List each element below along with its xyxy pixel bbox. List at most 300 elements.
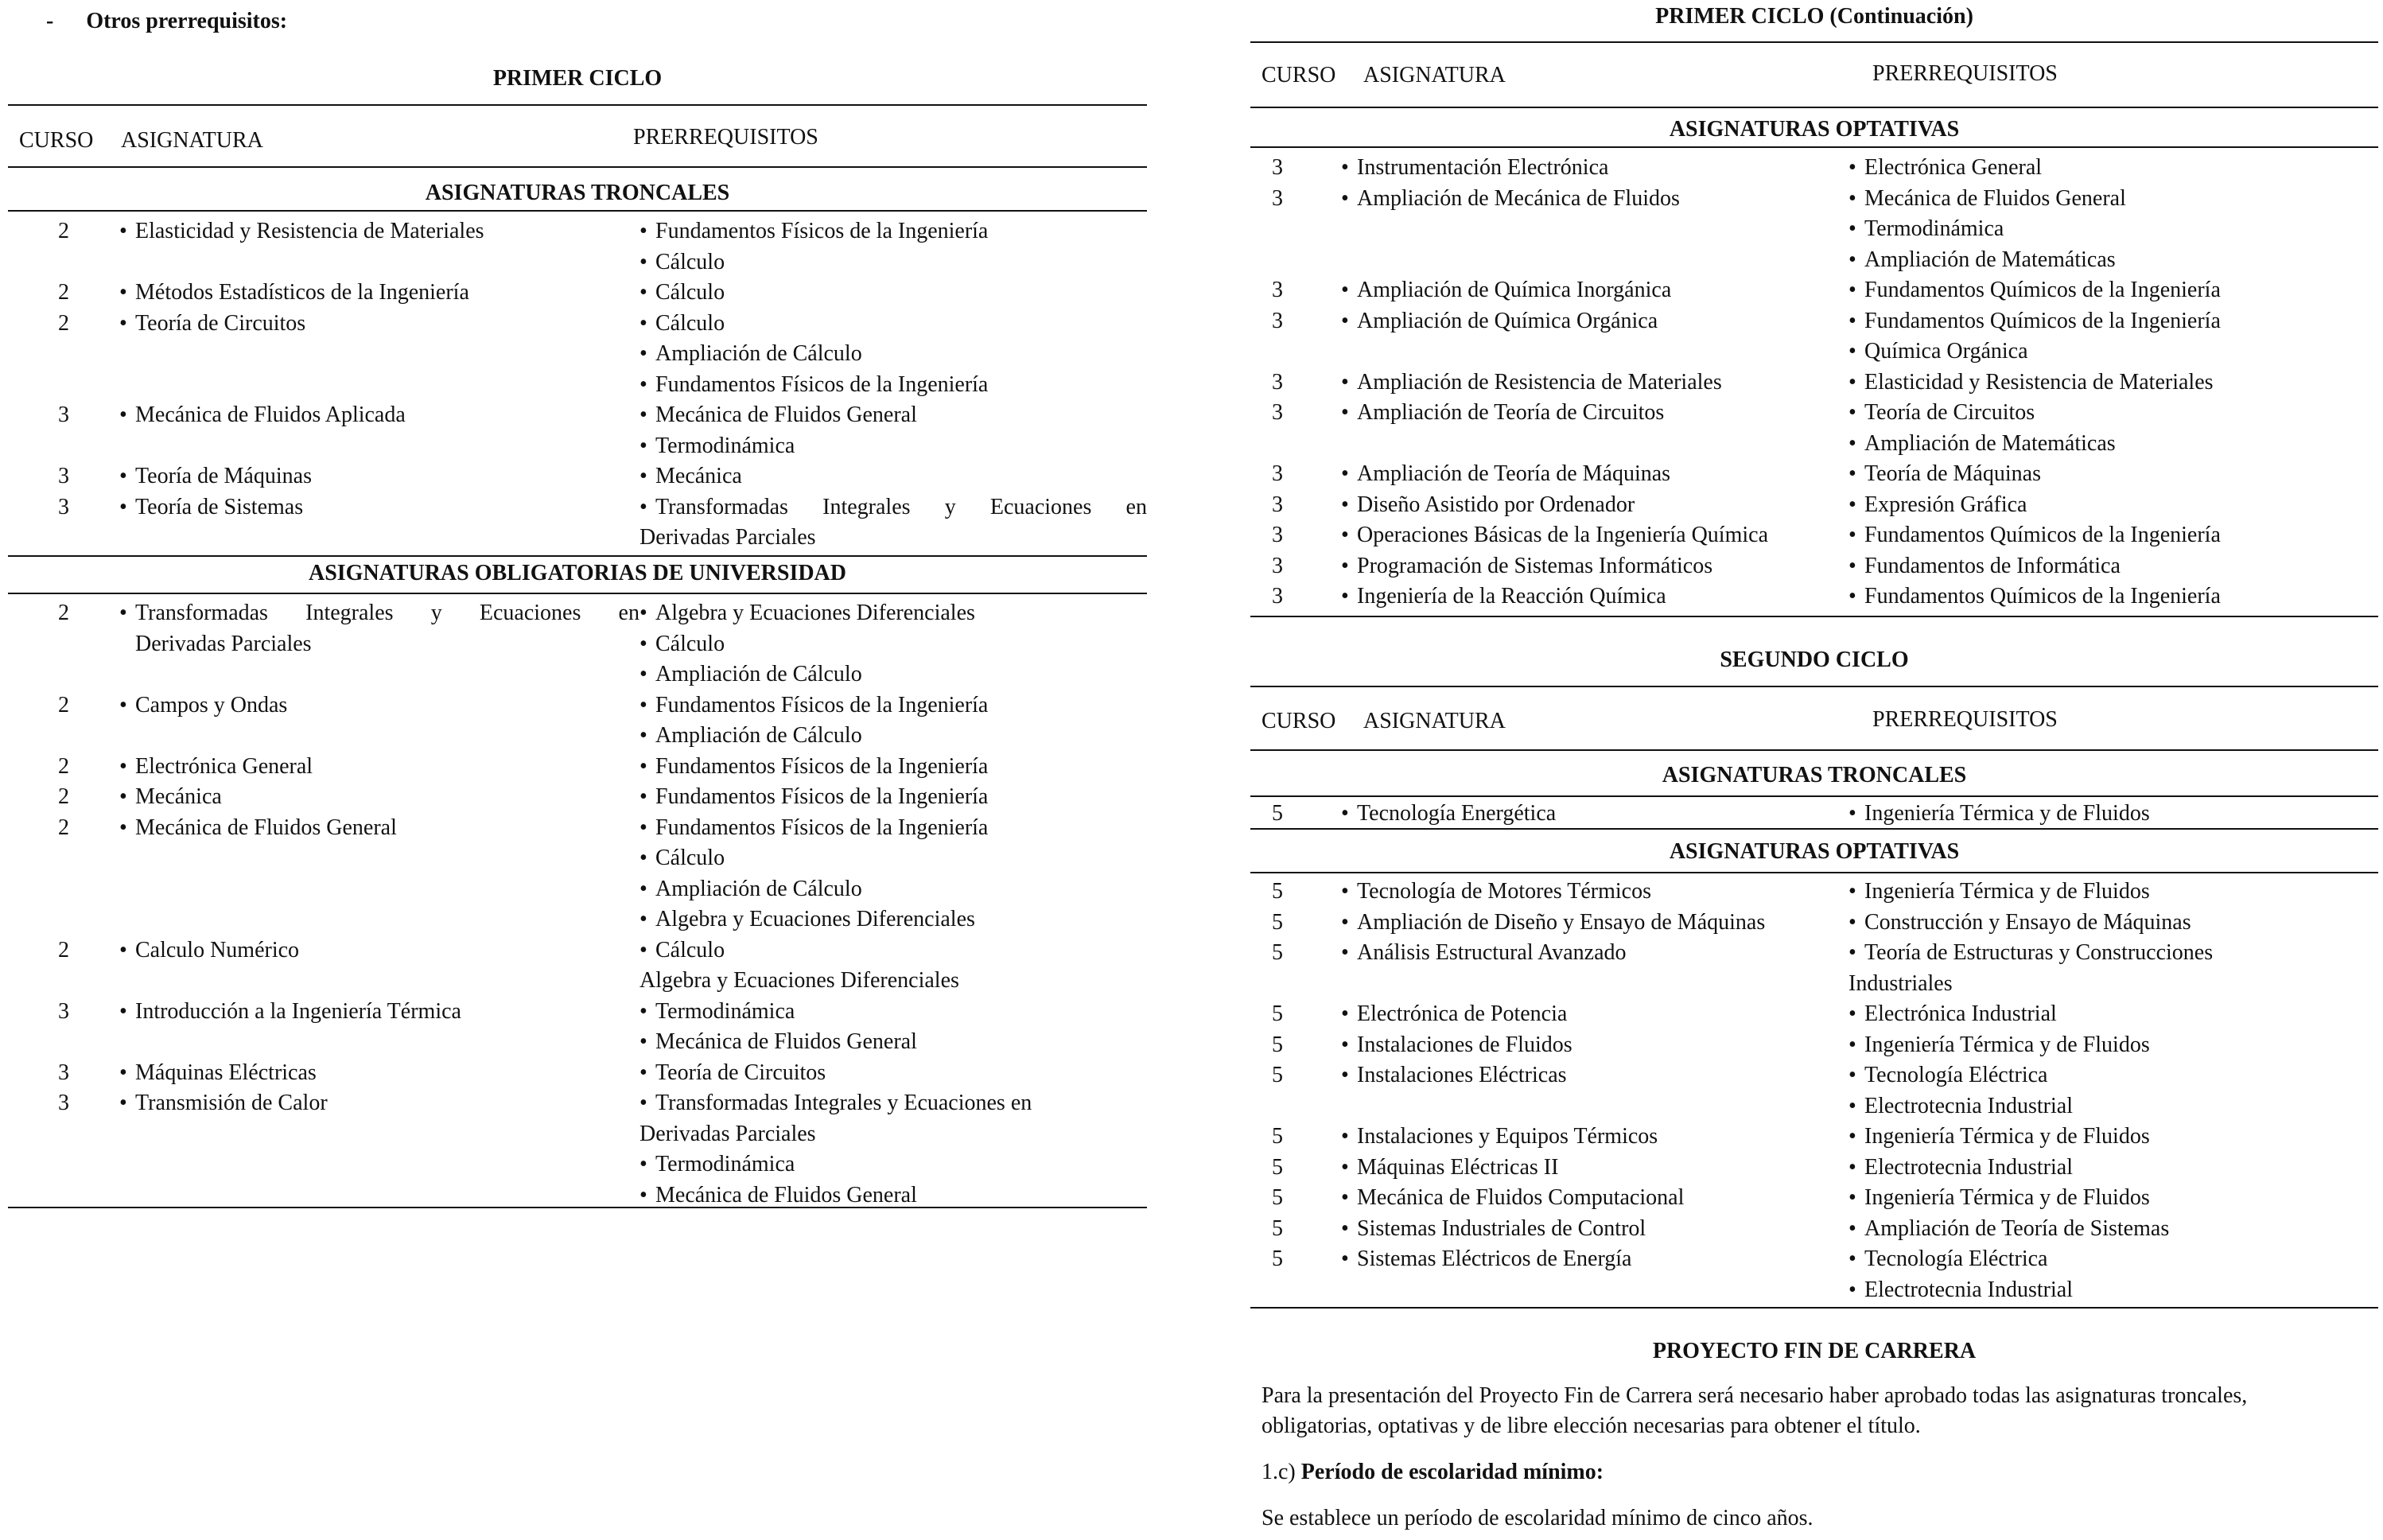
asignatura-cell [1341,799,1848,830]
prerrequisitos-cell [639,461,1147,492]
prerrequisito-item: • Teoría de Estructuras y Construcciones [1848,938,2378,969]
asignatura-cell [1341,368,1848,399]
asignatura-cell [1341,551,1848,582]
prerrequisitos-cell [639,752,1147,783]
curso-cell: 3 [1272,185,1283,211]
r2-header-top-rule [1250,686,2378,687]
curso-cell: 3 [58,1060,69,1085]
optativas1-rule [1250,146,2378,148]
curso-cell: 3 [1272,369,1283,395]
curso-cell: 3 [1272,155,1283,180]
r-header-top-rule [1250,41,2378,43]
curso-cell: 5 [1272,879,1283,904]
prerrequisito-item: • Electrotecnia Industrial [1848,1091,2378,1122]
prerrequisitos-cell [1848,1244,2378,1305]
asignatura-cell [1341,306,1848,337]
proyecto-text-line1: Para la presentación del Proyecto Fin de Carrera será necesario haber aprobado todas las asignaturas troncales, [1261,1383,2248,1408]
troncales2-rule [1250,795,2378,797]
prerrequisito-item: • Elasticidad y Resistencia de Materiales [1848,368,2378,399]
table-row [1250,306,2378,368]
prerrequisitos-cell [1848,799,2378,830]
prerrequisitos-cell [639,997,1147,1058]
table-row [1250,520,2378,551]
prerrequisitos-cell [1848,520,2378,551]
left-bottom-rule [8,1207,1147,1208]
prerrequisitos-cell [1848,1122,2378,1153]
troncales-table [8,216,1147,554]
table-row [1250,398,2378,459]
asignatura-text: • Tecnología de Motores Térmicos [1357,879,1651,904]
intro-label: Otros prerrequisitos: [86,9,288,33]
prerrequisitos-cell [639,216,1147,278]
prerrequisito-item: Derivadas Parciales [639,525,816,550]
prerrequisito-item: • Mecánica de Fluidos General [639,400,1147,431]
prerrequisito-item: • Mecánica de Fluidos General [639,1027,1147,1058]
table-row [8,309,1147,401]
prerrequisitos-cell [639,400,1147,461]
periodo-label: Período de escolaridad mínimo: [1300,1460,1604,1484]
asignatura-cell [119,598,639,659]
prerrequisitos-cell [1848,581,2378,612]
prerrequisito-item: • Termodinámica [1848,214,2378,245]
prerrequisito-item: • Ampliación de Cálculo [639,721,1147,752]
asignatura-cell [119,216,639,247]
table-row [1250,877,2378,908]
asignatura-text: • Mecánica de Fluidos Computacional [1357,1185,1685,1210]
asignatura-text: • Ampliación de Diseño y Ensayo de Máquinas [1357,909,1766,935]
curso-cell: 2 [58,219,69,243]
table-row [8,461,1147,492]
curso-cell: 3 [58,998,69,1024]
table-row [1250,999,2378,1030]
curso-cell: 3 [1272,461,1283,486]
curso-cell: 3 [58,1091,69,1115]
asignatura-text: • Electrónica General [135,753,313,779]
asignatura-text: • Introducción a la Ingeniería Térmica [135,998,461,1024]
prerrequisitos-cell [1848,368,2378,399]
asignatura-cell [1341,398,1848,429]
curso-cell: 3 [58,494,69,519]
segundo-ciclo-title: SEGUNDO CICLO [1720,648,1909,672]
curso-cell: 3 [58,402,69,427]
prerrequisito-item: • Fundamentos Físicos de la Ingeniería [639,752,1147,783]
curso-cell: 3 [1272,523,1283,547]
optativas2-table [1250,877,2378,1305]
table-row [8,400,1147,461]
asignatura-text: • Ingeniería de la Reacción Química [1357,584,1666,609]
table-row [8,598,1147,690]
curso-cell: 2 [58,310,69,336]
prerrequisito-item: Industriales [1848,970,1953,996]
asignatura-text: • Mecánica [135,784,222,809]
prerrequisito-item: • Cálculo [639,278,1147,309]
prerrequisito-item: • Construcción y Ensayo de Máquinas [1848,908,2378,939]
asignatura-cell [119,278,639,309]
prerrequisito-item: • Cálculo [639,309,1147,340]
asignatura-cell [119,400,639,431]
curso-cell: 5 [1272,940,1283,965]
prerrequisitos-cell [1848,1060,2378,1122]
prerrequisitos-cell [639,782,1147,813]
primer-ciclo-title: PRIMER CICLO [492,66,663,91]
r-col-curso-header: CURSO [1261,63,1336,88]
table-row [8,1088,1147,1211]
curso-cell: 5 [1272,1246,1283,1271]
asignatura-text: • Calculo Numérico [135,937,300,962]
prerrequisito-item: • Termodinámica [639,997,1147,1028]
prerrequisito-item: • Ingeniería Térmica y de Fluidos [1848,1183,2378,1214]
prerrequisito-item: • Electrotecnia Industrial [1848,1153,2378,1184]
prerrequisito-item: • Ampliación de Matemáticas [1848,245,2378,276]
asignatura-text: • Ampliación de Química Orgánica [1357,308,1658,333]
curso-cell: 5 [1272,1185,1283,1210]
prerrequisito-item: • Teoría de Circuitos [639,1058,1147,1089]
asignatura-text: • Instalaciones Eléctricas [1357,1063,1567,1087]
prerrequisitos-cell [1848,1153,2378,1184]
asignatura-text: • Mecánica de Fluidos Aplicada [135,402,406,427]
prerrequisito-item: • Ingeniería Térmica y de Fluidos [1848,799,2378,830]
asignatura-cell [1341,938,1848,969]
curso-cell: 5 [1272,1032,1283,1057]
prerrequisitos-cell [1848,306,2378,368]
prerrequisitos-cell [639,935,1147,997]
curso-cell: 3 [1272,553,1283,578]
optativas1-table [1250,153,2378,612]
prerrequisitos-cell [1848,1183,2378,1214]
asignatura-text: • Campos y Ondas [135,692,288,718]
table-row [1250,581,2378,612]
prerrequisitos-cell [639,492,1147,554]
asignatura-cell [1341,184,1848,215]
prerrequisitos-cell [639,690,1147,752]
prerrequisito-item: • Ampliación de Matemáticas [1848,429,2378,460]
curso-cell: 5 [1272,801,1283,826]
asignatura-cell [119,997,639,1028]
prerrequisitos-cell [1848,184,2378,276]
asignatura-text: • Métodos Estadísticos de la Ingeniería [135,280,469,305]
curso-cell: 2 [58,815,69,840]
table-row [8,782,1147,813]
prerrequisito-item: • Tecnología Eléctrica [1848,1244,2378,1275]
prerrequisito-item: • Mecánica de Fluidos General [639,1180,1147,1211]
asignatura-text: • Análisis Estructural Avanzado [1357,940,1627,965]
curso-cell: 5 [1272,1215,1283,1241]
asignatura-text: • Ampliación de Teoría de Circuitos [1357,400,1665,425]
prerrequisitos-cell [1848,1030,2378,1061]
table-row [8,935,1147,997]
prerrequisito-item: • Electrónica Industrial [1848,999,2378,1030]
asignatura-cell [119,690,639,721]
r2-header-bottom-rule [1250,749,2378,751]
table-row [8,1058,1147,1089]
asignatura-cell [119,813,639,844]
prerrequisito-item: • Teoría de Máquinas [1848,459,2378,490]
asignatura-text: • Teoría de Sistemas [135,494,304,519]
asignatura-cell [119,309,639,340]
table-row [8,690,1147,752]
table-row [1250,459,2378,490]
prerrequisito-item: • Cálculo [639,247,1147,278]
asignatura-text: • Operaciones Básicas de la Ingeniería Química [1357,523,1769,547]
curso-cell: 5 [1272,1154,1283,1180]
col-prerrequisitos-header: PRERREQUISITOS [633,125,818,150]
prerrequisitos-cell [639,278,1147,309]
obligatorias-title: ASIGNATURAS OBLIGATORIAS DE UNIVERSIDAD [308,561,847,585]
curso-cell: 2 [58,753,69,779]
prerrequisito-item: • Ampliación de Cálculo [639,874,1147,905]
asignatura-text: • Ampliación de Teoría de Máquinas [1357,461,1671,486]
asignatura-text-continued: Derivadas Parciales [135,631,312,656]
prerrequisitos-cell [1848,275,2378,306]
asignatura-cell [119,1058,639,1089]
table-row [1250,1122,2378,1153]
asignatura-text: • Sistemas Eléctricos de Energía [1357,1246,1632,1271]
prerrequisito-item: • Ingeniería Térmica y de Fluidos [1848,877,2378,908]
prerrequisitos-cell [1848,999,2378,1030]
asignatura-text: • Electrónica de Potencia [1357,1001,1568,1026]
asignatura-text: • Teoría de Máquinas [135,464,312,488]
proyecto-text-line2: obligatorias, optativas y de libre elección necesarias para obtener el título. [1261,1414,1921,1438]
optativas2-rule [1250,872,2378,873]
prerrequisitos-cell [639,1088,1147,1211]
proyecto-title: PROYECTO FIN DE CARRERA [1652,1339,1977,1363]
table-row [1250,184,2378,276]
prerrequisitos-cell [1848,459,2378,490]
prerrequisito-item: • Ampliación de Cálculo [639,339,1147,370]
prerrequisito-item: • Ingeniería Térmica y de Fluidos [1848,1122,2378,1153]
prerrequisitos-cell [1848,908,2378,939]
prerrequisito-item: • Fundamentos Físicos de la Ingeniería [639,782,1147,813]
asignatura-cell [1341,1214,1848,1245]
periodo-heading [1261,1457,2378,1488]
curso-cell: 5 [1272,1001,1283,1026]
prerrequisitos-cell [1848,551,2378,582]
prerrequisito-item: • Fundamentos Físicos de la Ingeniería [639,813,1147,844]
table-row [1250,1030,2378,1061]
prerrequisito-item: • Fundamentos Químicos de la Ingeniería [1848,275,2378,306]
troncales2-table [1250,799,2378,830]
asignatura-cell [1341,1060,1848,1091]
optativas2-bottom-rule [1250,1307,2378,1309]
asignatura-text: • Programación de Sistemas Informáticos [1357,553,1713,578]
asignatura-text: • Teoría de Circuitos [135,310,306,336]
asignatura-text: • Máquinas Eléctricas II [1357,1154,1559,1180]
table-row [1250,368,2378,399]
table-row [1250,153,2378,184]
periodo-number: 1.c) [1261,1460,1296,1484]
troncales-rule [8,210,1147,212]
asignatura-text: • Instalaciones y Equipos Térmicos [1357,1124,1658,1149]
col-curso-header: CURSO [19,128,94,153]
prerrequisito-item: • Cálculo [639,629,1147,660]
prerrequisito-item: • Ampliación de Teoría de Sistemas [1848,1214,2378,1245]
table-row [1250,1183,2378,1214]
prerrequisito-item: • Termodinámica [639,431,1147,462]
prerrequisito-item: • Electrotecnia Industrial [1848,1275,2378,1306]
troncales2-title: ASIGNATURAS TRONCALES [1662,763,1967,788]
asignatura-cell [1341,581,1848,612]
prerrequisitos-cell [1848,153,2378,184]
prerrequisito-item: Algebra y Ecuaciones Diferenciales [639,968,959,993]
optativas1-bottom-rule [1250,616,2378,617]
prerrequisito-item: Derivadas Parciales [639,1121,816,1146]
prerrequisitos-cell [1848,398,2378,459]
table-row [1250,1214,2378,1245]
curso-cell: 5 [1272,909,1283,935]
asignatura-cell [1341,1153,1848,1184]
asignatura-cell [119,461,639,492]
asignatura-text: • Ampliación de Mecánica de Fluidos [1357,185,1680,211]
prerrequisito-item: • Ingeniería Térmica y de Fluidos [1848,1030,2378,1061]
prerrequisitos-cell [639,309,1147,401]
troncales-title: ASIGNATURAS TRONCALES [425,181,730,205]
asignatura-text: • Ampliación de Resistencia de Materiales [1357,369,1722,395]
prerrequisito-item: • Termodinámica [639,1149,1147,1180]
prerrequisito-item: • Química Orgánica [1848,336,2378,368]
table-row [1250,275,2378,306]
prerrequisito-item: • Tecnología Eléctrica [1848,1060,2378,1091]
prerrequisito-item: • Electrónica General [1848,153,2378,184]
obligatorias-rule [8,593,1147,594]
prerrequisitos-cell [1848,877,2378,908]
prerrequisito-item: • Expresión Gráfica [1848,490,2378,521]
asignatura-text: • Sistemas Industriales de Control [1357,1215,1646,1241]
asignatura-cell [1341,1122,1848,1153]
prerrequisitos-cell [639,1058,1147,1089]
asignatura-text: • Máquinas Eléctricas [135,1060,317,1085]
prerrequisito-item: • Fundamentos Físicos de la Ingeniería [639,216,1147,247]
asignatura-cell [1341,459,1848,490]
prerrequisito-item: • Fundamentos Físicos de la Ingeniería [639,690,1147,721]
col-asignatura-header: ASIGNATURA [121,128,263,153]
asignatura-cell [1341,999,1848,1030]
r2-col-asignatura-header: ASIGNATURA [1363,709,1506,733]
asignatura-cell [1341,1183,1848,1214]
obligatorias-table [8,598,1147,1211]
asignatura-cell [119,935,639,966]
r-col-asignatura-header: ASIGNATURA [1363,63,1506,88]
asignatura-cell [119,752,639,783]
r-col-prerrequisitos-header: PRERREQUISITOS [1872,61,2058,86]
asignatura-cell [119,492,639,523]
curso-cell: 2 [58,280,69,305]
curso-cell: 3 [1272,278,1283,302]
table-row [1250,490,2378,521]
prerrequisito-item: • Ampliación de Cálculo [639,659,1147,690]
asignatura-cell [119,782,639,813]
prerrequisitos-cell [1848,938,2378,999]
table-row [8,278,1147,309]
prerrequisito-item: • Fundamentos de Informática [1848,551,2378,582]
prerrequisito-item: • Fundamentos Físicos de la Ingeniería [639,370,1147,401]
table-row [1250,1244,2378,1305]
r-header-bottom-rule [1250,107,2378,108]
curso-cell: 3 [1272,584,1283,609]
asignatura-cell [119,1088,639,1119]
table-row [1250,1060,2378,1122]
curso-cell: 3 [1272,400,1283,425]
asignatura-cell [1341,490,1848,521]
asignatura-text: • Instalaciones de Fluidos [1357,1032,1572,1057]
asignatura-cell [1341,1244,1848,1275]
intro-dash: - [46,9,54,33]
obligatorias-top-rule [8,555,1147,557]
table-row [1250,1153,2378,1184]
table-row [1250,799,2378,830]
continuation-title: PRIMER CICLO (Continuación) [1655,4,1973,29]
table-row [1250,908,2378,939]
prerrequisito-item: • Algebra y Ecuaciones Diferenciales [639,598,1147,629]
prerrequisitos-cell [1848,1214,2378,1245]
intro-heading [46,6,287,37]
asignatura-text: • Mecánica de Fluidos General [135,815,397,840]
asignatura-text: • Ampliación de Química Inorgánica [1357,278,1672,302]
asignatura-cell [1341,877,1848,908]
curso-cell: 5 [1272,1063,1283,1087]
asignatura-cell [1341,908,1848,939]
prerrequisito-item: • Teoría de Circuitos [1848,398,2378,429]
table-row [8,492,1147,554]
prerrequisito-item: • Transformadas Integrales y Ecuaciones en [639,1088,1147,1119]
table-row [1250,938,2378,999]
r2-col-curso-header: CURSO [1261,709,1336,733]
asignatura-cell [1341,153,1848,184]
curso-cell: 2 [58,692,69,718]
prerrequisito-item: • Cálculo [639,935,1147,966]
curso-cell: 5 [1272,1124,1283,1149]
curso-cell: 3 [58,464,69,488]
prerrequisito-item: • Algebra y Ecuaciones Diferenciales [639,904,1147,935]
prerrequisito-item: • Cálculo [639,843,1147,874]
prerrequisito-item: • Mecánica de Fluidos General [1848,184,2378,215]
prerrequisito-item: • Fundamentos Químicos de la Ingeniería [1848,581,2378,612]
periodo-text: Se establece un período de escolaridad mínimo de cinco años. [1261,1506,1813,1530]
prerrequisito-item: • Mecánica [639,461,1147,492]
prerrequisito-item: • Fundamentos Químicos de la Ingeniería [1848,520,2378,551]
table-row [8,752,1147,783]
curso-cell: 3 [1272,492,1283,517]
table-row [8,813,1147,935]
troncales2-bottom-rule [1250,828,2378,830]
asignatura-text: • Diseño Asistido por Ordenador [1357,492,1635,517]
asignatura-text: • Transmisión de Calor [135,1091,328,1115]
asignatura-cell [1341,275,1848,306]
r2-col-prerrequisitos-header: PRERREQUISITOS [1872,707,2058,732]
prerrequisitos-cell [639,813,1147,935]
asignatura-cell [1341,1030,1848,1061]
prerrequisito-item: • Fundamentos Químicos de la Ingeniería [1848,306,2378,337]
curso-cell: 3 [1272,308,1283,333]
optativas1-title: ASIGNATURAS OPTATIVAS [1669,117,1960,142]
header-bottom-rule [8,166,1147,168]
prerrequisitos-cell [639,598,1147,690]
prerrequisito-item: • Transformadas Integrales y Ecuaciones en [639,492,1147,523]
table-row [1250,551,2378,582]
curso-cell: 2 [58,601,69,625]
asignatura-text: • Tecnología Energética [1357,801,1557,826]
optativas2-title: ASIGNATURAS OPTATIVAS [1669,839,1960,864]
asignatura-text: • Elasticidad y Resistencia de Materiales [135,219,484,243]
curso-cell: 2 [58,937,69,962]
table-row [8,216,1147,278]
asignatura-cell [1341,520,1848,551]
asignatura-text: • Transformadas Integrales y Ecuaciones en [135,601,639,625]
prerrequisitos-cell [1848,490,2378,521]
header-top-rule [8,104,1147,106]
curso-cell: 2 [58,784,69,809]
asignatura-text: • Instrumentación Electrónica [1357,155,1609,180]
table-row [8,997,1147,1058]
